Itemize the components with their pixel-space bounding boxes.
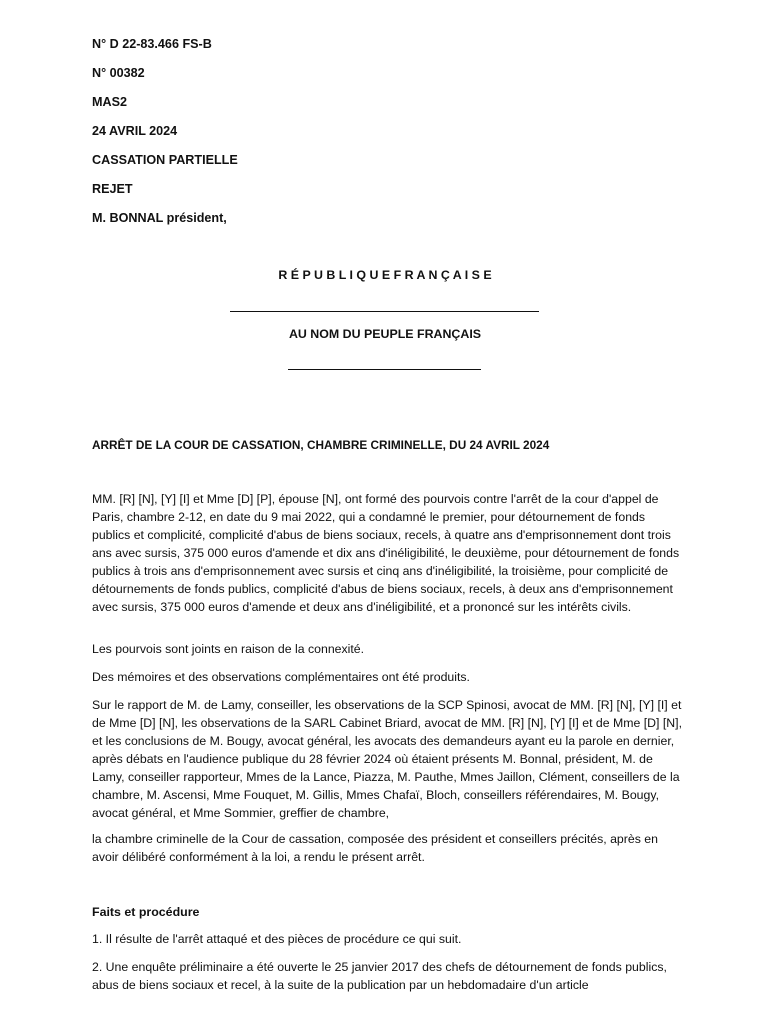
section-heading: Faits et procédure [92, 905, 200, 919]
president-name: M. BONNAL président, [92, 211, 227, 225]
judgment-title: ARRÊT DE LA COUR DE CASSATION, CHAMBRE CRIMINELLE, DU 24 AVRIL 2024 [92, 438, 550, 452]
decision-date: 24 AVRIL 2024 [92, 124, 178, 138]
chamber-code: MAS2 [92, 95, 127, 109]
decision-outcome-2: REJET [92, 182, 133, 196]
docket-number: N° D 22-83.466 FS-B [92, 37, 212, 51]
republic-heading: R É P U B L I Q U E F R A N Ç A I S E [278, 268, 492, 282]
paragraph: MM. [R] [N], [Y] [I] et Mme [D] [P], épouse [N], ont formé des pourvois contre l'arrêt de la cour d'appel de Paris, chambre 2-12, en date du 9 mai 2022, qui a condamné le premier, pour détournement de fonds publics et complicité, complicité d'abus de biens sociaux, recels, à quatre ans d'emprisonnement dont trois ans avec sursis, 375 000 euros d'amende et dix ans d'inéligibilité, le deuxième, pour détournement de fonds publics à trois ans d'emprisonnement avec sursis et cinq ans d'inéligibilité, la troisième, pour complicité de détournements de fonds publics, complicité d'abus de biens sociaux, recels, à deux ans d'emprisonnement avec sursis, 375 000 euros d'amende et deux ans d'inéligibilité, et a prononcé sur les intérêts civils. [92, 492, 680, 614]
paragraph: 1. Il résulte de l'arrêt attaqué et des pièces de procédure ce qui suit. [92, 932, 462, 946]
paragraph: la chambre criminelle de la Cour de cassation, composée des président et conseillers précités, après en avoir délibéré conformément à la loi, a rendu le présent arrêt. [92, 832, 658, 864]
paragraph: Les pourvois sont joints en raison de la connexité. [92, 642, 365, 656]
paragraph: Des mémoires et des observations complémentaires ont été produits. [92, 670, 470, 684]
divider-rule [230, 311, 539, 312]
paragraph: 2. Une enquête préliminaire a été ouverte le 25 janvier 2017 des chefs de détournement de fonds publics, abus de biens sociaux et recel, à la suite de la publication par un hebdomadaire d'un article [92, 960, 667, 992]
decision-outcome-1: CASSATION PARTIELLE [92, 153, 238, 167]
paragraph: Sur le rapport de M. de Lamy, conseiller, les observations de la SCP Spinosi, avocat de MM. [R] [N], [Y] [I] et de Mme [D] [N], les observations de la SARL Cabinet Briard, avocat de MM. [R] [N], [Y] [I] et de Mme [D] [N], et les conclusions de M. Bougy, avocat général, les avocats des demandeurs ayant eu la parole en dernier, après débats en l'audience publique du 28 février 2024 où étaient présents M. Bonnal, président, M. de Lamy, conseiller rapporteur, Mmes de la Lance, Piazza, M. Pauthe, Mmes Jaillon, Clément, conseillers de la chambre, M. Ascensi, Mme Fouquet, M. Gillis, Mmes Chafaï, Bloch, conseillers référendaires, M. Bougy, avocat général, et Mme Sommier, greffier de chambre, [92, 698, 683, 820]
divider-rule [288, 369, 481, 370]
people-heading: AU NOM DU PEUPLE FRANÇAIS [288, 327, 482, 341]
decision-number: N° 00382 [92, 66, 145, 80]
